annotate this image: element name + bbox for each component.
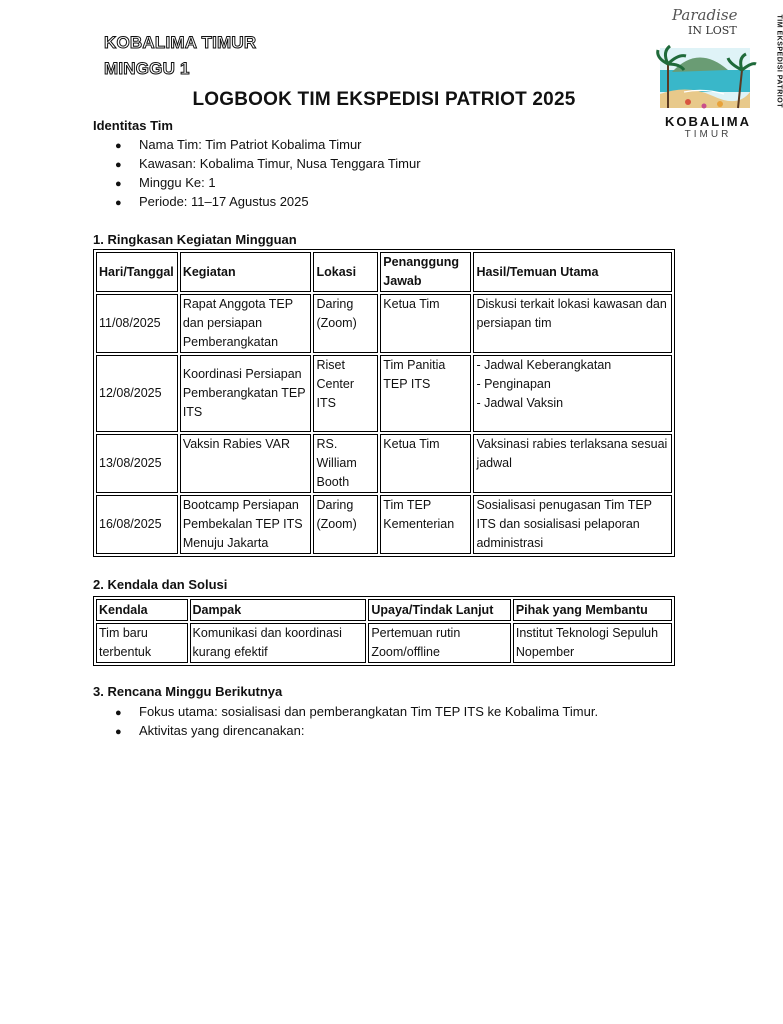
- hasil-line: - Penginapan: [476, 377, 551, 391]
- bullet-icon: ●: [115, 178, 122, 190]
- cell-dampak: Komunikasi dan koordinasi kurang efektif: [190, 623, 367, 663]
- table-row: [96, 623, 672, 663]
- col-header: Kendala: [96, 599, 188, 621]
- identitas-item-text: Periode: 11–17 Agustus 2025: [139, 194, 309, 209]
- rencana-title: 3. Rencana Minggu Berikutnya: [93, 684, 283, 699]
- hasil-line: - Jadwal Vaksin: [476, 396, 564, 410]
- cell-pj: Tim TEP Kementerian: [380, 495, 471, 554]
- cell-kegiatan: Bootcamp Persiapan Pembekalan TEP ITS Menuju Jakarta: [180, 495, 312, 554]
- logo-side-text: TIM EKSPEDISI PATRIOT: [775, 14, 783, 108]
- col-header: Penanggung Jawab: [380, 252, 471, 292]
- rencana-item-text: Fokus utama: sosialisasi dan pemberangkatan Tim TEP ITS ke Kobalima Timur.: [139, 704, 599, 719]
- col-header: Pihak yang Membantu: [513, 599, 672, 621]
- col-header: Hari/Tanggal: [96, 252, 178, 292]
- bullet-icon: ●: [115, 707, 122, 719]
- page-title: LOGBOOK TIM EKSPEDISI PATRIOT 2025: [192, 89, 576, 110]
- cell-kendala: Tim baru terbentuk: [96, 623, 188, 663]
- rencana-item: [115, 722, 715, 741]
- cell-hasil: [473, 355, 672, 432]
- ringkasan-table: [93, 249, 675, 557]
- cell-hasil: Diskusi terkait lokasi kawasan dan persiapan tim: [473, 294, 672, 353]
- table-row: [96, 434, 672, 493]
- cell-pj: Ketua Tim: [380, 434, 471, 493]
- cell-pj: Tim Panitia TEP ITS: [380, 355, 471, 432]
- identitas-item: [115, 193, 715, 212]
- cell-pihak: Institut Teknologi Sepuluh Nopember: [513, 623, 672, 663]
- identitas-item-text: Minggu Ke: 1: [139, 175, 216, 190]
- cell-date: 13/08/2025: [96, 434, 178, 493]
- table-row: [96, 495, 672, 554]
- table-row: [96, 355, 672, 432]
- identitas-item: [115, 174, 715, 193]
- cell-lokasi: RS. William Booth: [313, 434, 378, 493]
- logo-name: KOBALIMA: [664, 114, 752, 129]
- bullet-icon: ●: [115, 140, 122, 152]
- identitas-item-text: Kawasan: Kobalima Timur, Nusa Tenggara Timur: [139, 156, 421, 171]
- cell-pj: Ketua Tim: [380, 294, 471, 353]
- rencana-item: [115, 703, 715, 722]
- bullet-icon: ●: [115, 159, 122, 171]
- identitas-item: [115, 136, 715, 155]
- kendala-title: 2. Kendala dan Solusi: [93, 577, 228, 592]
- col-header: Lokasi: [313, 252, 378, 292]
- hasil-line: - Jadwal Keberangkatan: [476, 358, 612, 372]
- cell-kegiatan: Koordinasi Persiapan Pemberangkatan TEP ITS: [180, 355, 312, 432]
- col-header: Dampak: [190, 599, 367, 621]
- cell-lokasi: Daring (Zoom): [313, 495, 378, 554]
- header-region-name: KOBALIMA TIMUR: [104, 33, 257, 52]
- table-header-row: [96, 252, 672, 292]
- identitas-title: Identitas Tim: [93, 118, 173, 133]
- logo-sub: TIMUR: [684, 129, 732, 140]
- cell-kegiatan: Vaksin Rabies VAR: [180, 434, 312, 493]
- identitas-item-text: Nama Tim: Tim Patriot Kobalima Timur: [139, 137, 362, 152]
- cell-upaya: Pertemuan rutin Zoom/offline: [368, 623, 511, 663]
- kendala-table: [93, 596, 675, 666]
- bullet-icon: ●: [115, 197, 122, 209]
- identitas-item: [115, 155, 715, 174]
- ringkasan-title: 1. Ringkasan Kegiatan Mingguan: [93, 232, 297, 247]
- logo-script-line1: Paradise: [672, 6, 738, 24]
- table-row: [96, 294, 672, 353]
- cell-hasil: Sosialisasi penugasan Tim TEP ITS dan sosialisasi pelaporan administrasi: [473, 495, 672, 554]
- cell-hasil: Vaksinasi rabies terlaksana sesuai jadwal: [473, 434, 672, 493]
- rencana-item-text: Aktivitas yang direncanakan:: [139, 723, 305, 738]
- cell-lokasi: Daring (Zoom): [313, 294, 378, 353]
- table-header-row: [96, 599, 672, 621]
- cell-date: 12/08/2025: [96, 355, 178, 432]
- header-week: MINGGU 1: [104, 59, 190, 78]
- bullet-icon: ●: [115, 726, 122, 738]
- cell-date: 16/08/2025: [96, 495, 178, 554]
- col-header: Upaya/Tindak Lanjut: [368, 599, 511, 621]
- logo-script-line2: IN LOST: [688, 24, 737, 37]
- col-header: Kegiatan: [180, 252, 312, 292]
- kobalima-logo: [658, 4, 783, 142]
- cell-date: 11/08/2025: [96, 294, 178, 353]
- cell-lokasi: Riset Center ITS: [313, 355, 378, 432]
- col-header: Hasil/Temuan Utama: [473, 252, 672, 292]
- cell-kegiatan: Rapat Anggota TEP dan persiapan Pemberangkatan: [180, 294, 312, 353]
